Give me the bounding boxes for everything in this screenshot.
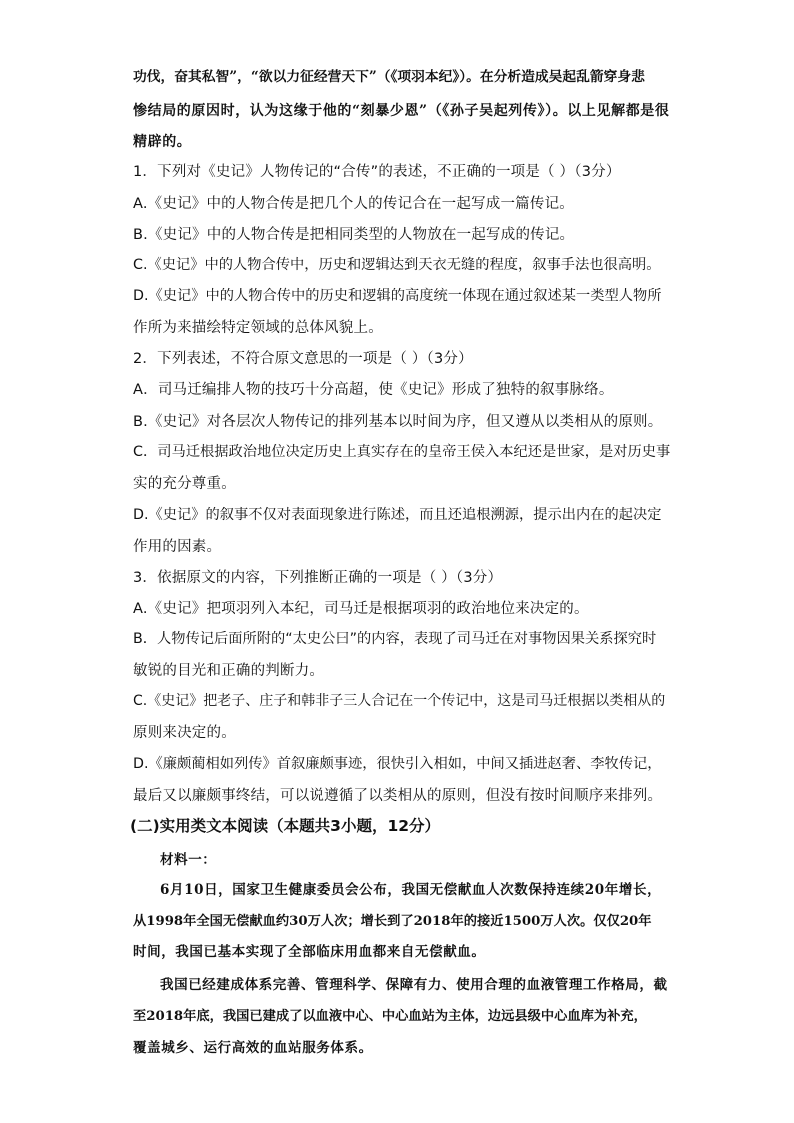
section-title: (二)实用类文本阅读（本题共3小题，12分） <box>130 817 441 835</box>
material-paragraph-line: 时间，我国已基本实现了全部临床用血都来自无偿献血。 <box>133 944 486 960</box>
question-3-option-d-cont: 最后又以廉颇事终结，可以说遵循了以类相从的原则，但没有按时间顺序来排列。 <box>133 788 663 804</box>
question-3-stem: 3．依据原文的内容，下列推断正确的一项是（ ）（3分） <box>133 570 503 586</box>
passage-line: 惨结局的原因时，认为这缘于他的“刻暴少恩”（《孙子吴起列传》）。以上见解都是很 <box>133 103 670 119</box>
question-1-option-c: C.《史记》中的人物合传中，历史和逻辑达到天衣无缝的程度，叙事手法也很高明。 <box>133 257 661 273</box>
question-1-option-d-cont: 作所为来描绘特定领域的总体风貌上。 <box>133 320 383 336</box>
material-paragraph-line: 覆盖城乡、运行高效的血站服务体系。 <box>133 1040 373 1056</box>
question-2-option-c-cont: 实的充分尊重。 <box>133 476 236 492</box>
question-2-option-b: B.《史记》对各层次人物传记的排列基本以时间为序，但又遵从以类相从的原则。 <box>133 414 663 430</box>
material-paragraph-line: 我国已经建成体系完善、管理科学、保障有力、使用合理的血液管理工作格局，截 <box>160 977 668 993</box>
question-2-option-a: A．司马迁编排人物的技巧十分高超，使《史记》形成了独特的叙事脉络。 <box>133 382 614 398</box>
question-1-stem: 1．下列对《史记》人物传记的“合传”的表述，不正确的一项是（ ）（3分） <box>133 164 621 180</box>
question-1-option-b: B.《史记》中的人物合传是把相同类型的人物放在一起写成的传记。 <box>133 227 575 243</box>
question-3-option-b-cont: 敏锐的目光和正确的判断力。 <box>133 663 325 679</box>
question-2-option-d: D.《史记》的叙事不仅对表面现象进行陈述，而且还追根溯源，提示出内在的起决定 <box>133 507 662 523</box>
question-3-option-b: B．人物传记后面所附的“太史公曰”的内容，表现了司马迁在对事物因果关系探究时 <box>133 631 657 647</box>
material-paragraph-line: 6月10日，国家卫生健康委员会公布，我国无偿献血人次数保持连续20年增长， <box>160 882 662 898</box>
passage-line: 精辟的。 <box>133 134 192 150</box>
material-paragraph-line: 至2018年底，我国已建成了以血液中心、中心血站为主体，边远县级中心血库为补充， <box>133 1009 647 1024</box>
passage-line: 功伐，奋其私智”，“欲以力征经营天下”（《项羽本纪》）。在分析造成吴起乱箭穿身悲 <box>133 69 645 85</box>
question-2-option-c: C．司马迁根据政治地位决定历史上真实存在的皇帝王侯入本纪还是世家，是对历史事 <box>133 444 671 460</box>
question-3-option-d: D.《廉颇蔺相如列传》首叙廉颇事迹，很快引入相如，中间又插进赵奢、李牧传记， <box>133 756 662 772</box>
question-3-option-c: C.《史记》把老子、庄子和韩非子三人合记在一个传记中，这是司马迁根据以类相从的 <box>133 693 666 709</box>
question-1-option-d: D.《史记》中的人物合传中的历史和逻辑的高度统一体现在通过叙述某一类型人物所 <box>133 288 662 304</box>
question-2-option-d-cont: 作用的因素。 <box>133 539 222 555</box>
material-paragraph-line: 从1998年全国无偿献血约30万人次；增长到了2018年的接近1500万人次。仅仅20年 <box>133 914 652 929</box>
question-3-option-c-cont: 原则来决定的。 <box>133 725 236 741</box>
question-2-stem: 2．下列表述，不符合原文意思的一项是（ ）（3分） <box>133 351 473 367</box>
question-3-option-a: A.《史记》把项羽列入本纪，司马迁是根据项羽的政治地位来决定的。 <box>133 601 589 617</box>
question-1-option-a: A.《史记》中的人物合传是把几个人的传记合在一起写成一篇传记。 <box>133 196 574 212</box>
material-label: 材料一： <box>160 852 217 868</box>
